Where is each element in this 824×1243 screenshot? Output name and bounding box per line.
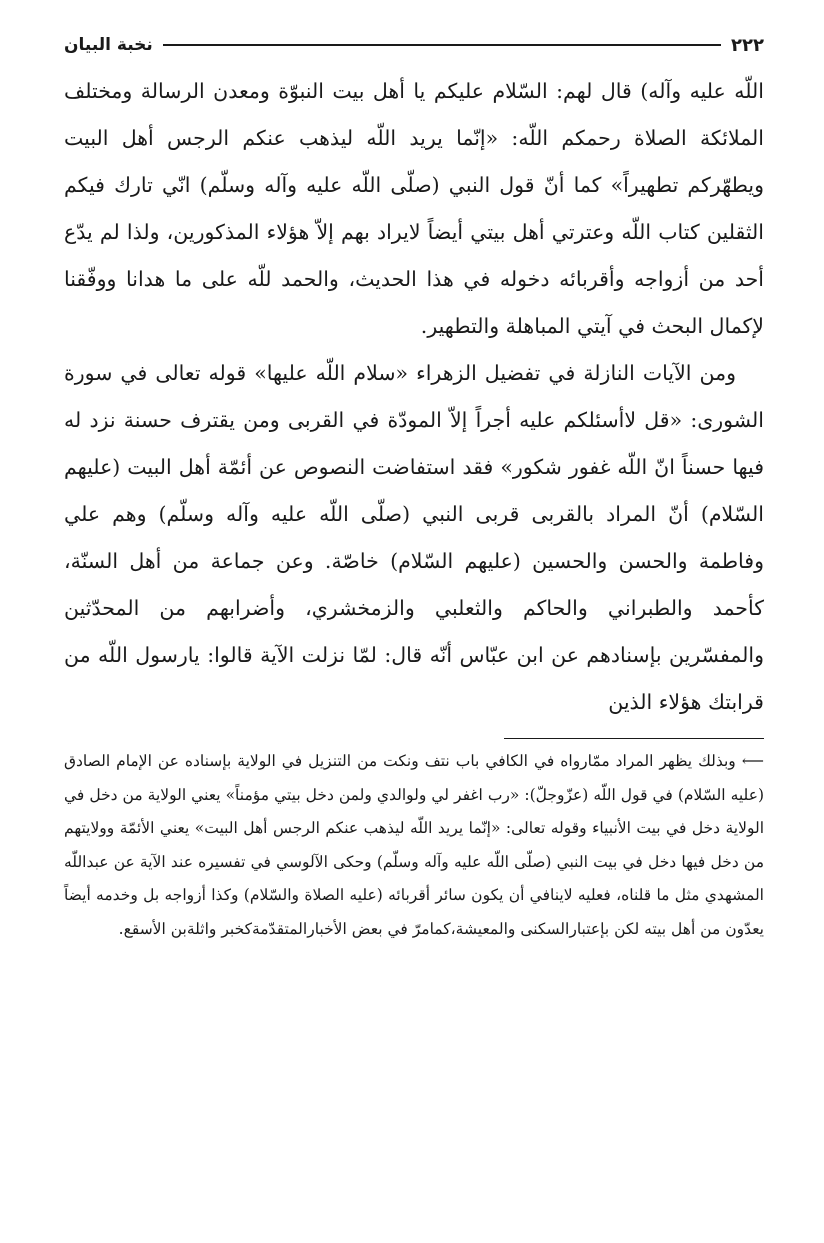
- book-page: [64, 28, 764, 946]
- paragraph-2: ومن الآيات النازلة في تفضيل الزهراء «سلام اللّه عليها» قوله تعالى في سورة الشورى: «قل لاأسئلكم عليه أجراً إلاّ المودّة في القربى ومن يقترف حسنة نزد له فيها حسناً انّ اللّه غفور شكور» فقد استفاضت النصوص عن أئمّة أهل البيت (عليهم السّلام) أنّ المراد بالقربى قربى النبي (صلّى اللّه عليه وآله وسلّم) وهم علي وفاطمة والحسن والحسين (عليهم السّلام) خاصّة. وعن جماعة من أهل السنّة، كأحمد والطبراني والحاكم والثعلبي والزمخشري، وأضرابهم من المحدّثين والمفسّرين بإسنادهم عن ابن عبّاس أنّه قال: لمّا نزلت الآية قالوا: يارسول اللّه من قرابتك هؤلاء الذين: [64, 361, 764, 714]
- running-title: نخبة البيان: [64, 35, 153, 55]
- footnote-separator: [504, 738, 764, 739]
- page-number: ٢٢٢: [731, 34, 764, 56]
- header-rule: [163, 44, 721, 46]
- footnote-text: ⟵ وبذلك يظهر المراد ممّارواه في الكافي باب نتف ونكت من التنزيل في الولاية بإسناده عن الإمام الصادق (عليه السّلام) في قول اللّه (عزّوجلّ): «رب اغفر لي ولوالدي ولمن دخل بيتي مؤمناً» يعني الولاية من دخل في الولاية دخل في بيت الأنبياء وقوله تعالى: «إنّما يريد اللّه ليذهب عنكم الرجس أهل البيت» يعني الأئمّة وولايتهم من دخل فيها دخل في بيت النبي (صلّى اللّه عليه وآله وسلّم) وحكى الآلوسي في تفسيره عند الآية عن عبداللّه المشهدي مثل ما قلناه، فعليه لاينافي أن يكون سائر أقربائه (عليه الصلاة والسّلام) وكذا أزواجه بل وخدمه أيضاً يعدّون من أهل بيته لكن بإعتبارالسكنى والمعيشة،كمامرّ في بعض الأخبارالمتقدّمةكخبر واثلةبن الأسقع.: [64, 752, 764, 938]
- paragraph-1: اللّه عليه وآله) قال لهم: السّلام عليكم يا أهل بيت النبوّة ومعدن الرسالة ومختلف الملائكة الصلاة رحمكم اللّه: «إنّما يريد اللّه ليذهب عنكم الرجس أهل البيت ويطهّركم تطهيراً» كما أنّ قول النبي (صلّى اللّه عليه وآله وسلّم) انّي تارك فيكم الثقلين كتاب اللّه وعترتي أهل بيتي أيضاً لايراد بهم إلاّ هؤلاء المذكورين، ولذا لم يدّع أحد من أزواجه وأقربائه دخوله في هذا الحديث، والحمد للّه على ما هدانا ووفّقنا لإكمال البحث في آيتي المباهلة والتطهير.: [64, 79, 764, 338]
- main-text: [64, 68, 764, 726]
- page-header: [64, 28, 764, 62]
